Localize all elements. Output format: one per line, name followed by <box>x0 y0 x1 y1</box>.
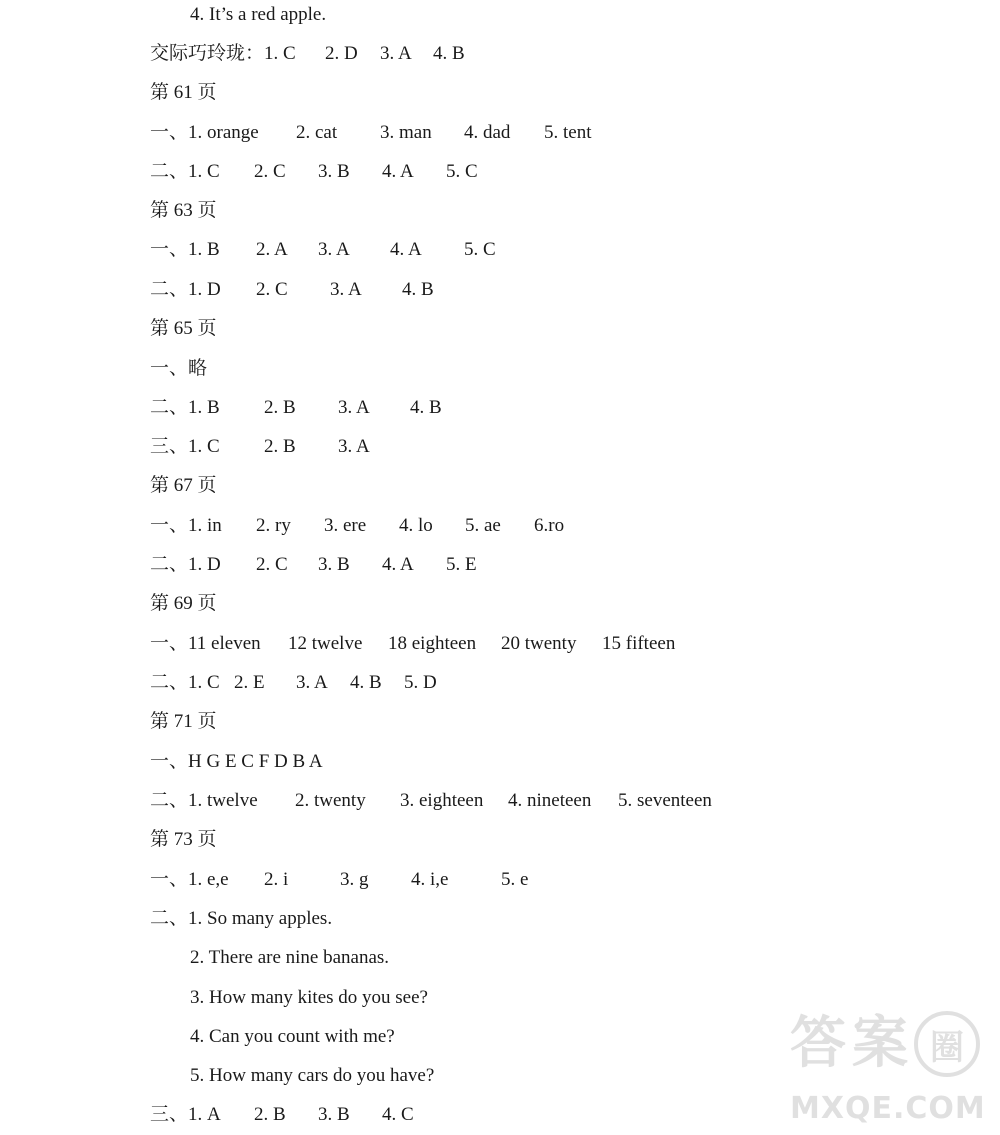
answer-text: 2. There are nine bananas. <box>190 947 390 968</box>
answer-text: 3. B <box>318 1104 350 1125</box>
answer-text: 12 twelve <box>288 633 363 654</box>
answer-text: 3. How many kites do you see? <box>190 987 428 1008</box>
answer-text: 2. B <box>264 436 296 457</box>
answer-text: 4. A <box>382 161 414 182</box>
answer-text: 3. A <box>296 672 328 693</box>
answer-text: 3. B <box>318 161 350 182</box>
watermark-logo <box>790 1004 990 1129</box>
answer-text: 5. e <box>501 869 529 890</box>
watermark-mark <box>790 1004 990 1084</box>
watermark-url: MXQE.COM <box>790 1091 986 1126</box>
answer-text: 2. ry <box>256 515 291 536</box>
answer-text: 6.ro <box>534 515 565 536</box>
answer-text: 3. A <box>338 397 370 418</box>
answer-text: 4. A <box>390 239 422 260</box>
answer-text: 2. C <box>256 554 288 575</box>
answer-text: 18 eighteen <box>388 633 477 654</box>
answer-text: 5. ae <box>465 515 501 536</box>
page-number-heading: 第 61 页 <box>150 82 217 103</box>
answer-text: 5. C <box>446 161 478 182</box>
watermark-badge: 圈 <box>914 1011 980 1077</box>
answer-text: 5. How many cars do you have? <box>190 1065 435 1086</box>
answer-text: 三、1. C <box>150 436 220 457</box>
answer-text: 一、1. in <box>150 515 222 536</box>
answer-text: 3. man <box>380 122 432 143</box>
answer-text: 4. nineteen <box>508 790 592 811</box>
answer-text: 交际巧玲珑：1. C <box>150 43 296 64</box>
answer-text: 2. C <box>254 161 286 182</box>
page-number-heading: 第 71 页 <box>150 711 217 732</box>
answer-text: 5. E <box>446 554 477 575</box>
answer-text: 二、1. B <box>150 397 220 418</box>
answer-text: 4. lo <box>399 515 433 536</box>
answer-text: 5. C <box>464 239 496 260</box>
answer-text: 4. B <box>350 672 382 693</box>
answer-text: 5. D <box>404 672 437 693</box>
answer-text: 3. A <box>330 279 362 300</box>
answer-text: 3. A <box>318 239 350 260</box>
answer-text: 2. cat <box>296 122 338 143</box>
watermark-char: 案 <box>852 1011 908 1076</box>
answer-text: 15 fifteen <box>602 633 676 654</box>
answer-text: 2. B <box>264 397 296 418</box>
answer-text: 一、1. orange <box>150 122 259 143</box>
answer-text: 二、1. twelve <box>150 790 258 811</box>
page-number-heading: 第 69 页 <box>150 593 217 614</box>
answer-text: 4. B <box>410 397 442 418</box>
answer-text: 2. A <box>256 239 288 260</box>
answer-text: 2. C <box>256 279 288 300</box>
answer-text: 4. B <box>402 279 434 300</box>
watermark-char: 答 <box>790 1011 846 1076</box>
answer-text: 4. i,e <box>411 869 449 890</box>
answer-text: 二、1. C <box>150 161 220 182</box>
answer-text: 3. A <box>338 436 370 457</box>
answer-text: 一、1. e,e <box>150 869 229 890</box>
answer-text: 20 twenty <box>501 633 577 654</box>
answer-text: 一、11 eleven <box>150 633 261 654</box>
page-number-heading: 第 65 页 <box>150 318 217 339</box>
answer-text: 2. B <box>254 1104 286 1125</box>
answer-text: 3. g <box>340 869 369 890</box>
answer-text: 3. A <box>380 43 412 64</box>
answer-text: 二、1. So many apples. <box>150 908 333 929</box>
answer-text: 5. seventeen <box>618 790 712 811</box>
answer-text: 4. B <box>433 43 465 64</box>
page-number-heading: 第 63 页 <box>150 200 217 221</box>
answer-text: 二、1. D <box>150 554 221 575</box>
answer-text: 4. dad <box>464 122 511 143</box>
answer-text: 一、略 <box>150 358 208 379</box>
answer-text: 2. i <box>264 869 289 890</box>
page-number-heading: 第 73 页 <box>150 829 217 850</box>
answer-text: 4. A <box>382 554 414 575</box>
answer-text: 2. E <box>234 672 265 693</box>
answer-text: 一、1. B <box>150 239 220 260</box>
answer-text: 3. ere <box>324 515 367 536</box>
answer-text: 三、1. A <box>150 1104 221 1125</box>
answer-text: 一、H G E C F D B A <box>150 751 323 772</box>
answer-text: 2. D <box>325 43 358 64</box>
answer-text: 4. C <box>382 1104 414 1125</box>
answer-text: 二、1. D <box>150 279 221 300</box>
answer-text: 二、1. C <box>150 672 220 693</box>
page-number-heading: 第 67 页 <box>150 475 217 496</box>
answer-text: 4. Can you count with me? <box>190 1026 395 1047</box>
answer-text: 3. B <box>318 554 350 575</box>
answer-text: 2. twenty <box>295 790 366 811</box>
answer-text: 3. eighteen <box>400 790 484 811</box>
answer-text: 4. It’s a red apple. <box>190 4 327 25</box>
answer-text: 5. tent <box>544 122 592 143</box>
